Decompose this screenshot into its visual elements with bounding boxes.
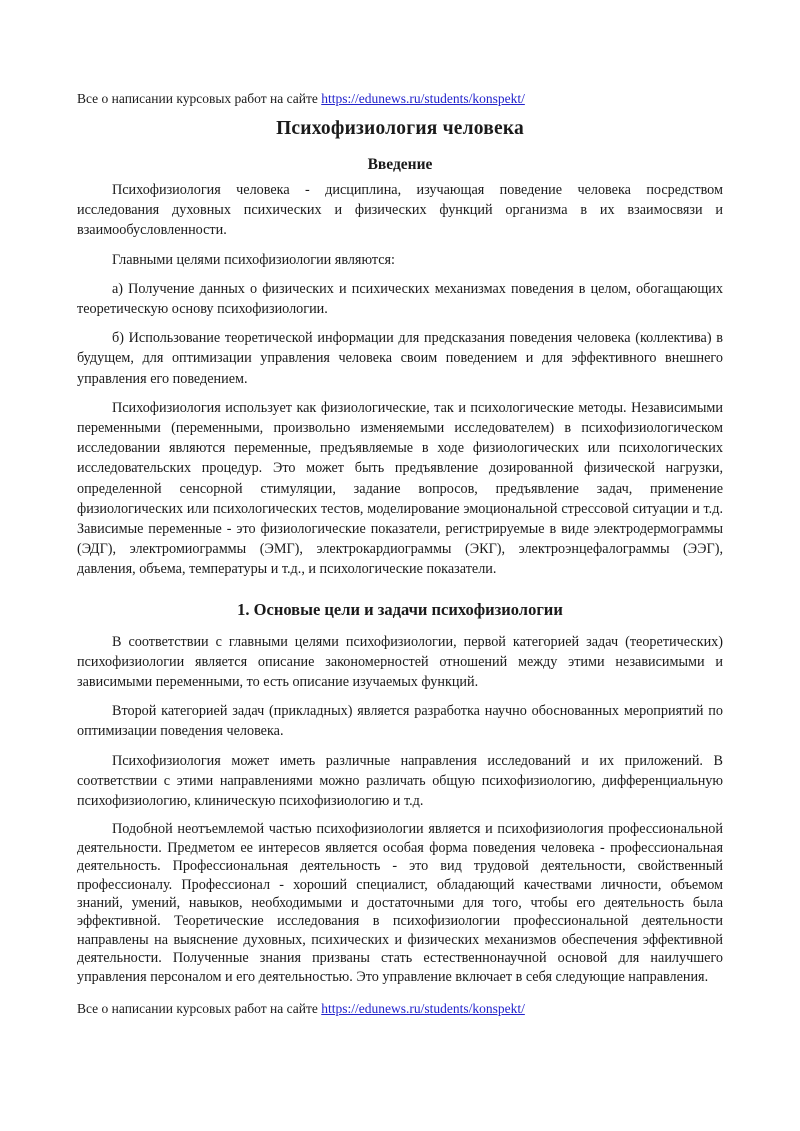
- page-title: Психофизиология человека: [276, 118, 524, 139]
- intro-paragraph-3-item-a: а) Получение данных о физических и психических механизмах поведения в целом, обогащающих теоретическую основу психофизиологии.: [77, 280, 723, 318]
- intro-paragraph-1: Психофизиология человека - дисциплина, изучающая поведение человека посредством исследования духовных психических и физических функций организма в их взаимосвязи и взаимообусловленности.: [77, 182, 723, 239]
- section-1-paragraph-4: Подобной неотъемлемой частью психофизиологии является и психофизиология профессиональной деятельности. Предметом ее интересов является особая форма поведения человека - профессиональная деятельность. Профессиональная деятельность - это вид трудовой деятельности, свойственный профессионалу. Профессионал - хороший специалист, обладающий качествами личности, объемом знаний, умений, навыков, необходимыми и достаточными для того, чтобы его деятельность была эффективной. Теоретические исследования в психофизиологии профессиональной деятельности направлены на выяснение духовных, психических и физических механизмов обеспечения эффективной деятельности. Полученные знания призваны стать естественнонаучной основой для наилучшего управления персоналом и его деятельностью. Это управление включает в себя следующие направления.: [77, 821, 723, 985]
- intro-paragraph-5-methods: Психофизиология использует как физиологические, так и психологические методы. Независимыми переменными (переменными, произвольно изменяемыми исследователем) в психофизиологическом исследовании являются переменные, предъявляемые в ходе физиологических или психологических исследовательских процедур. Это может быть предъявление дозированной физической нагрузки, определенной сенсорной стимуляции, задание вопросов, предъявление задач, применение физиологических или психологических тестов, моделирование эмоциональной стрессовой ситуации и т.д. Зависимые переменные - это физиологические показатели, регистрируемые в виде электродермограммы (ЭДГ), электромиограммы (ЭМГ), электрокардиограммы (ЭКГ), электроэнцефалограммы (ЭЭГ), давления, объема, температуры и т.д., и психологические показатели.: [77, 399, 723, 578]
- footer-source-link[interactable]: https://edunews.ru/students/konspekt/: [321, 1000, 525, 1016]
- header-source-line: [77, 90, 723, 108]
- footer-source-prefix: Все о написании курсовых работ на сайте: [77, 1000, 322, 1016]
- header-source-prefix: Все о написании курсовых работ на сайте: [77, 91, 322, 106]
- section-1-heading: 1. Основые цели и задачи психофизиологии: [237, 599, 563, 619]
- introduction-heading: Введение: [367, 156, 433, 173]
- footer-source-line: [77, 1000, 723, 1018]
- header-source-link[interactable]: https://edunews.ru/students/konspekt/: [321, 91, 525, 106]
- intro-paragraph-2: Главными целями психофизиологии являются:: [112, 251, 396, 268]
- document-content: [77, 90, 723, 1018]
- intro-paragraph-4-item-b: б) Использование теоретической информации для предсказания поведения человека (коллектива) в будущем, для оптимизации управления человека своим поведением и для эффективного внешнего управления его поведением.: [77, 330, 723, 387]
- section-1-paragraph-1: В соответствии с главными целями психофизиологии, первой категорией задач (теоретических) психофизиологии является описание закономерностей отношений между этими независимыми и зависимыми переменными, то есть описание изучаемых функций.: [77, 633, 723, 691]
- section-1-paragraph-3: Психофизиология может иметь различные направления исследований и их приложений. В соответствии с этими направлениями можно различать общую психофизиологию, дифференциальную психофизиологию, клиническую психофизиологию и т.д.: [77, 752, 723, 810]
- section-1-paragraph-2: Второй категорией задач (прикладных) является разработка научно обоснованных мероприятий по оптимизации поведения человека.: [77, 703, 723, 740]
